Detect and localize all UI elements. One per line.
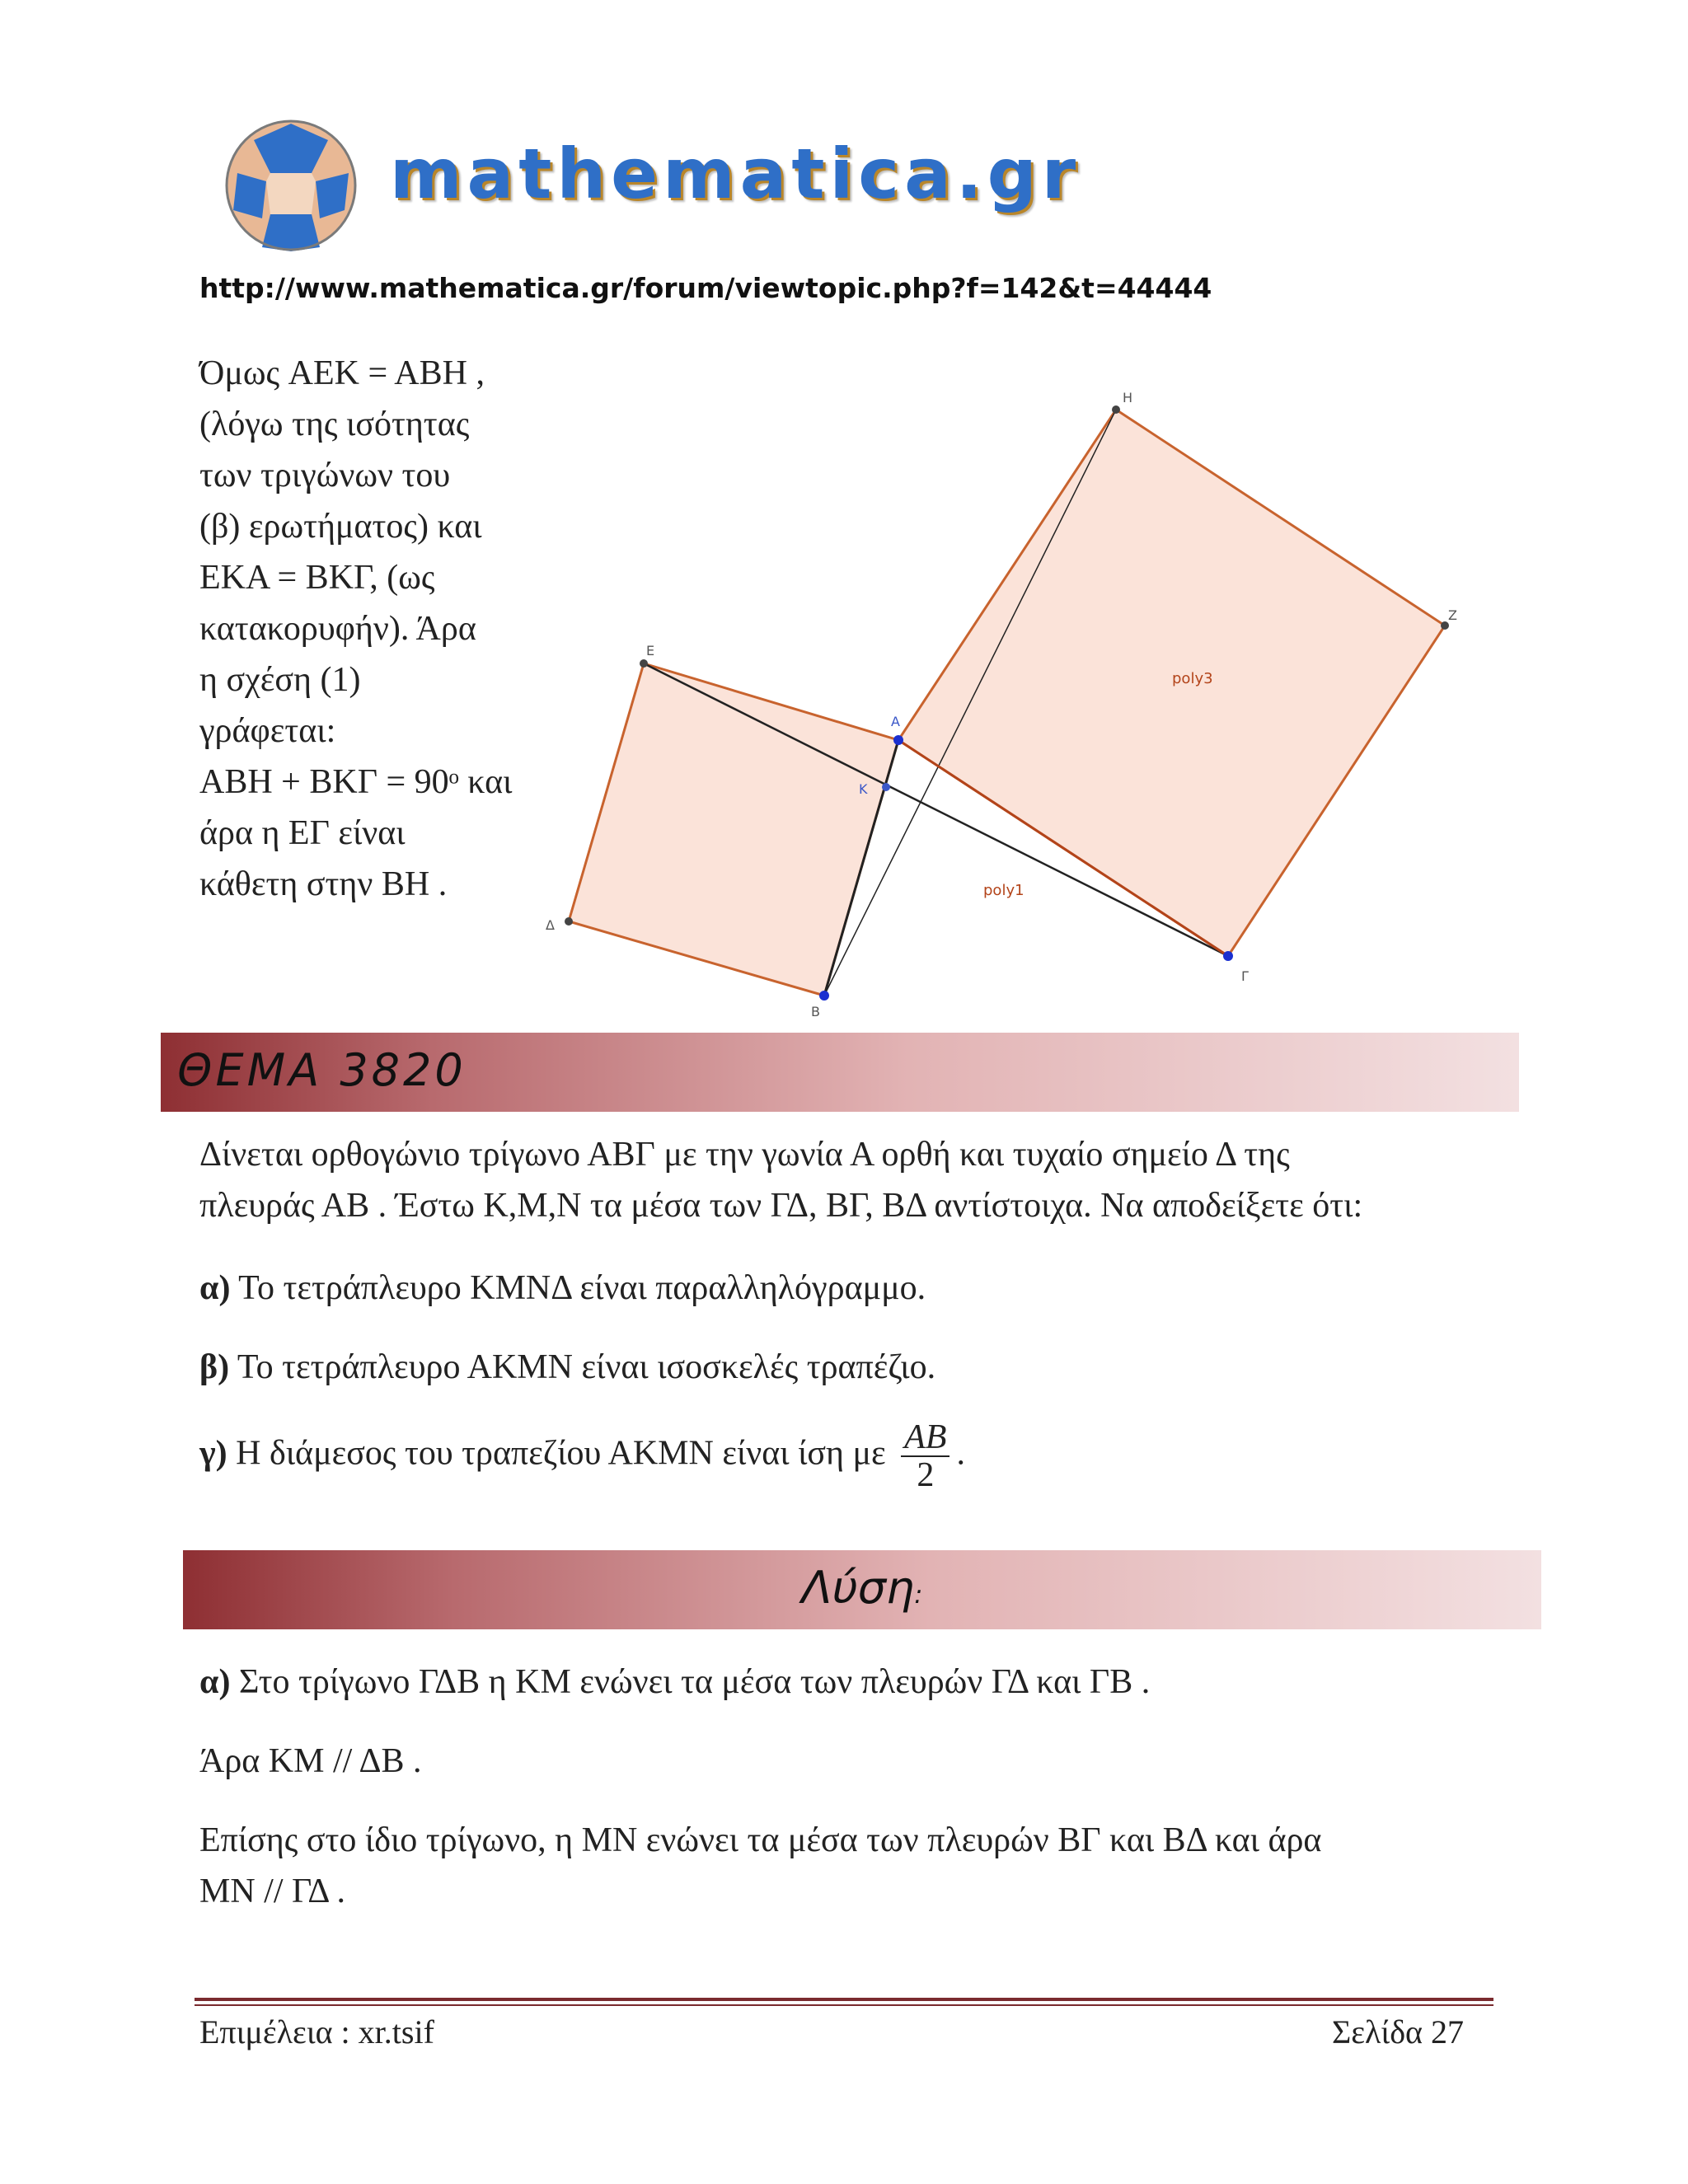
label-A: Α (891, 714, 900, 729)
question-a-text: Το τετράπλευρο ΚΜΝΔ είναι παραλληλόγραμμο. (230, 1269, 926, 1307)
point-A (893, 735, 903, 745)
text-line: (λόγω της ισότητας (199, 405, 470, 443)
point-B (819, 991, 829, 1001)
theme-title: ΘΕΜΑ 3820 (177, 1044, 467, 1096)
question-a-label: α) (199, 1269, 231, 1307)
text-line: κάθετη στην BH . (199, 865, 448, 903)
text-line: κατακορυφήν). Άρα (199, 610, 476, 648)
solution-a-label: α) (199, 1663, 231, 1701)
question-c (199, 1419, 1551, 1493)
label-Z: Ζ (1448, 607, 1457, 623)
theme-header-band (161, 1033, 1519, 1112)
label-poly1: poly1 (983, 882, 1025, 899)
footer-rule (195, 1998, 1493, 2001)
point-H (1112, 405, 1120, 414)
point-G (1223, 951, 1233, 961)
footer-rule-thin (195, 2004, 1493, 2006)
label-K: Κ (859, 781, 868, 797)
point-E (640, 659, 648, 668)
footer-author: Επιμέλεια : xr.tsif (199, 2013, 434, 2050)
question-a (199, 1263, 1551, 1314)
question-b (199, 1342, 1551, 1393)
text-line: των τριγώνων του (199, 457, 451, 494)
question-c-text: Η διάμεσος του τραπεζίου ΑΚΜΝ είναι ίση με (227, 1434, 886, 1473)
solution-header-band (183, 1550, 1541, 1629)
site-logo[interactable] (221, 115, 1081, 255)
text-line: ABH + BKΓ = 90ᵒ και (199, 763, 513, 801)
question-b-label: β) (199, 1348, 230, 1386)
solution-line-3: Επίσης στο ίδιο τρίγωνο, η ΜΝ ενώνει τα μέσα των πλευρών ΒΓ και ΒΔ και άρα (199, 1821, 1322, 1859)
label-H: Η (1123, 390, 1133, 405)
label-E: Ε (646, 643, 655, 658)
theme-statement-line-2: πλευράς ΑΒ . Έστω Κ,Μ,Ν τα μέσα των ΓΔ, ΒΓ, ΒΔ αντίστοιχα. Να αποδείξετε ότι: (199, 1187, 1363, 1225)
text-line: γράφεται: (199, 712, 336, 750)
text-line: EKA = BKΓ, (ως (199, 559, 435, 597)
text-line: Όμως AEK = ABH , (199, 354, 485, 392)
polyhedron-logo-icon (221, 115, 361, 255)
point-K (882, 783, 890, 791)
solution-line-2: Άρα ΚΜ // ΔΒ . (199, 1742, 422, 1780)
label-B: Β (811, 1004, 820, 1019)
theme-statement-line-1: Δίνεται ορθογώνιο τρίγωνο ΑΒΓ με την γωνία Α ορθή και τυχαίο σημείο Δ της (199, 1136, 1290, 1174)
question-b-text: Το τετράπλευρο ΑΚΜΝ είναι ισοσκελές τραπέζιο. (229, 1348, 936, 1386)
logo-wordmark: mathematica.gr (390, 134, 1081, 214)
solution-line-4: ΜΝ // ΓΔ . (199, 1872, 346, 1910)
question-c-end: . (956, 1434, 965, 1473)
source-url[interactable]: http://www.mathematica.gr/forum/viewtopic.php?f=142&t=44444 (199, 272, 1212, 304)
fraction-ab-over-2 (901, 1419, 950, 1493)
text-line: (β) ερωτήματος) και (199, 508, 482, 546)
label-G: Γ (1241, 968, 1249, 984)
geometry-figure (536, 379, 1492, 1030)
solution-a-text: Στο τρίγωνο ΓΔΒ η ΚΜ ενώνει τα μέσα των πλευρών ΓΔ και ΓΒ . (230, 1663, 1151, 1701)
fraction-numerator: AB (901, 1419, 950, 1457)
footer-page-number: Σελίδα 27 (1331, 2013, 1464, 2050)
point-D (565, 917, 573, 926)
solution-title: Λύση: (801, 1562, 923, 1614)
solution-a (199, 1657, 1551, 1708)
label-D: Δ (546, 917, 555, 933)
label-poly3: poly3 (1172, 670, 1213, 687)
text-line: η σχέση (1) (199, 661, 361, 699)
left-column-text (199, 348, 529, 910)
text-line: άρα η EΓ είναι (199, 814, 406, 852)
fraction-denominator: 2 (917, 1456, 935, 1494)
question-c-label: γ) (199, 1434, 227, 1473)
